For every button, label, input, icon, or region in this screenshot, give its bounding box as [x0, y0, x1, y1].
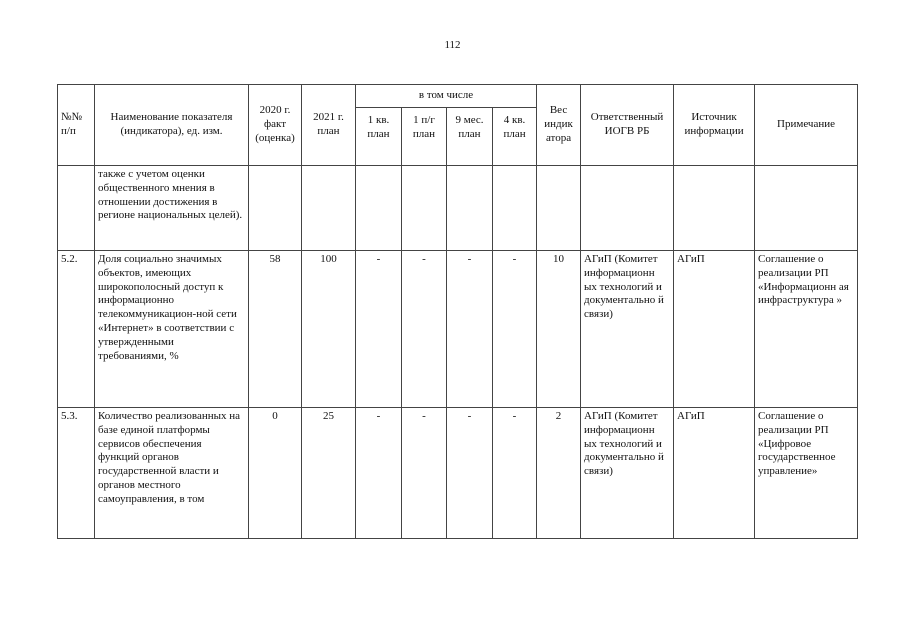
cell-q4	[493, 166, 537, 251]
cell-name: также с учетом оценки общественного мнения в отношении достижения в регионе национальных целей).	[95, 166, 249, 251]
cell-fact-2020	[249, 166, 302, 251]
cell-weight: 2	[537, 408, 581, 539]
cell-name: Доля социально значимых объектов, имеющих широкополосный доступ к информационно телекоммуникацион-ной сети «Интернет» в соответствии с утвержденными требованиями, %	[95, 251, 249, 408]
header-weight: Вес индик атора	[537, 85, 581, 166]
cell-source: АГиП	[674, 408, 755, 539]
cell-note: Соглашение о реализации РП «Цифровое государственное управление»	[755, 408, 858, 539]
cell-source: АГиП	[674, 251, 755, 408]
cell-9m: -	[447, 408, 493, 539]
cell-responsible: АГиП (Комитет информационн ых технологий и документально й связи)	[581, 251, 674, 408]
cell-plan-2021: 100	[302, 251, 356, 408]
header-h1-plan: 1 п/г план	[402, 108, 447, 166]
cell-num: 5.2.	[58, 251, 95, 408]
header-note: Примечание	[755, 85, 858, 166]
table-row	[58, 251, 858, 408]
cell-responsible	[581, 166, 674, 251]
cell-name: Количество реализованных на базе единой платформы сервисов обеспечения функций органов государственной власти и органов местного самоуправления, в том	[95, 408, 249, 539]
table-row	[58, 408, 858, 539]
header-plan-2021: 2021 г. план	[302, 85, 356, 166]
header-num: №№ п/п	[58, 85, 95, 166]
cell-h1: -	[402, 408, 447, 539]
cell-source	[674, 166, 755, 251]
page-number: 112	[444, 39, 461, 51]
cell-h1	[402, 166, 447, 251]
cell-q4: -	[493, 408, 537, 539]
header-source: Источник информации	[674, 85, 755, 166]
cell-weight: 10	[537, 251, 581, 408]
cell-q1: -	[356, 408, 402, 539]
cell-9m: -	[447, 251, 493, 408]
cell-weight	[537, 166, 581, 251]
cell-9m	[447, 166, 493, 251]
cell-h1: -	[402, 251, 447, 408]
table-header	[58, 85, 858, 166]
indicators-table	[57, 84, 858, 539]
header-responsible: Ответственный ИОГВ РБ	[581, 85, 674, 166]
cell-q4: -	[493, 251, 537, 408]
header-9m-plan: 9 мес. план	[447, 108, 493, 166]
header-q1-plan: 1 кв. план	[356, 108, 402, 166]
cell-fact-2020: 0	[249, 408, 302, 539]
cell-q1: -	[356, 251, 402, 408]
cell-fact-2020: 58	[249, 251, 302, 408]
cell-plan-2021: 25	[302, 408, 356, 539]
cell-note	[755, 166, 858, 251]
cell-responsible: АГиП (Комитет информационн ых технологий и документально й связи)	[581, 408, 674, 539]
table-row	[58, 166, 858, 251]
header-name: Наименование показателя (индикатора), ед. изм.	[95, 85, 249, 166]
cell-plan-2021	[302, 166, 356, 251]
cell-num: 5.3.	[58, 408, 95, 539]
header-fact-2020: 2020 г. факт (оценка)	[249, 85, 302, 166]
cell-q1	[356, 166, 402, 251]
cell-num	[58, 166, 95, 251]
cell-note: Соглашение о реализации РП «Информационн ая инфраструктура »	[755, 251, 858, 408]
header-q4-plan: 4 кв. план	[493, 108, 537, 166]
header-including: в том числе	[356, 85, 537, 108]
